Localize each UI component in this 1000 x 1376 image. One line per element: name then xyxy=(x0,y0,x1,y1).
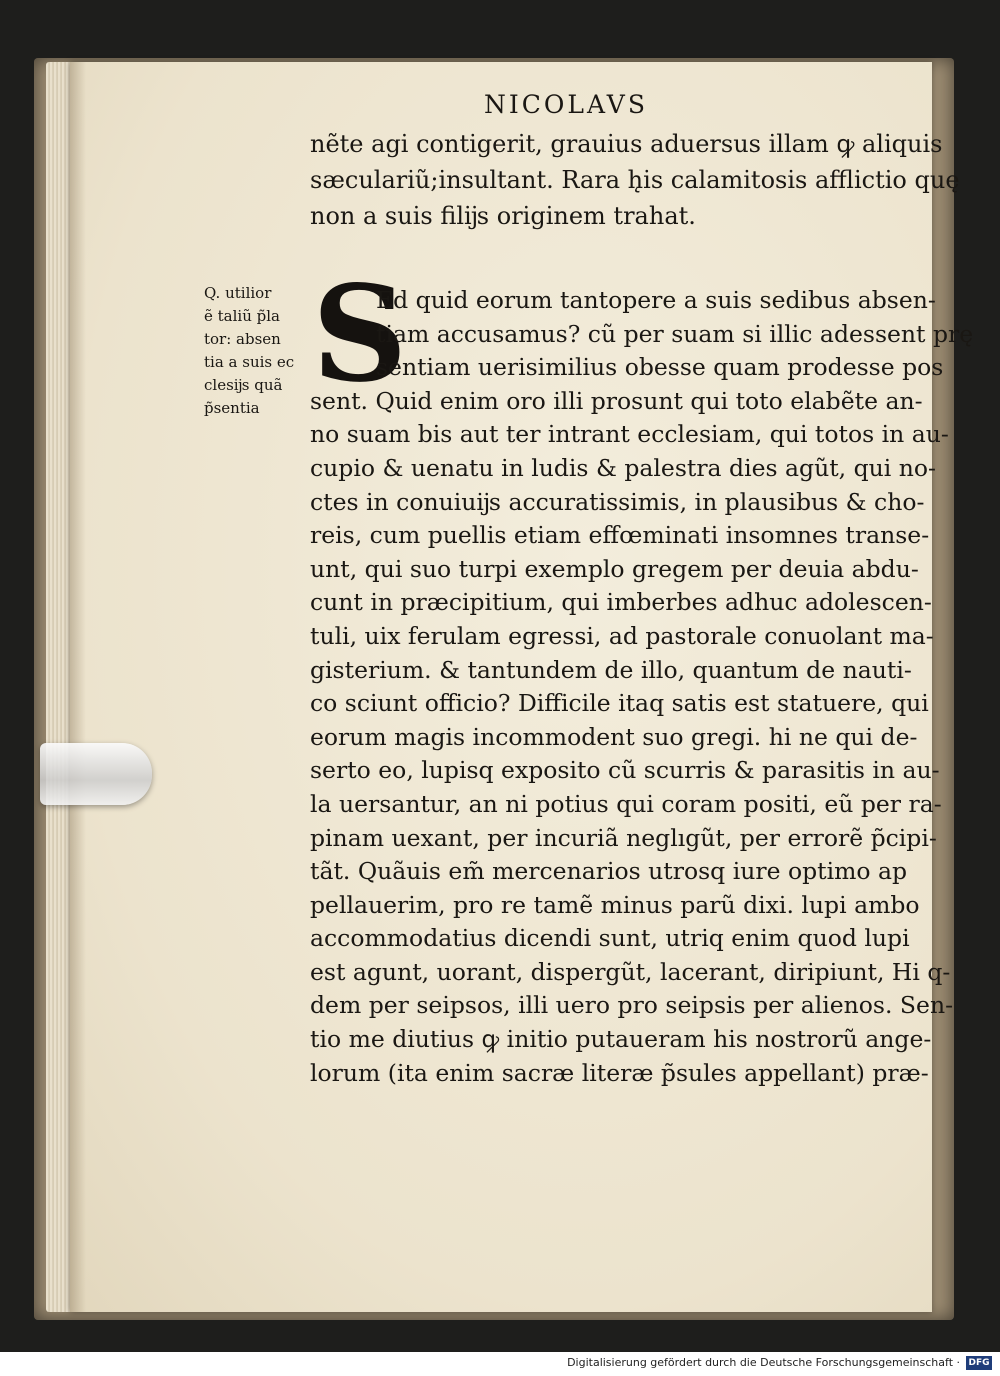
plastic-page-clip xyxy=(40,743,152,805)
text-line: Ed quid eorum tantopere a suis sedibus absen- xyxy=(376,286,936,314)
footer-bar xyxy=(0,1352,1000,1376)
text-line: nẽte agi contigerit, grauius aduersus illam ꝙ aliquis xyxy=(310,130,943,158)
marginal-line: Q. utilior xyxy=(204,284,272,302)
text-line: unt, qui suo turpi exemplo gregem per deuia abdu- xyxy=(310,554,919,583)
text-line: gisterium. & tantundem de illo, quantum de nauti- xyxy=(310,655,912,684)
running-head: NICOLAVS xyxy=(484,90,648,119)
intro-paragraph xyxy=(310,126,960,234)
text-line: accommodatius dicendi sunt, utriq enim quod lupi xyxy=(310,924,910,953)
text-line: cupio & uenatu in ludis & palestra dies agũt, qui no- xyxy=(310,453,936,482)
text-line: tiam accusamus? cũ per suam si illic adessent prę xyxy=(376,319,974,348)
drop-cap-initial: S xyxy=(312,257,408,412)
marginal-line: ẽ taliũ p̃la xyxy=(204,307,280,325)
marginal-line: tia a suis ec xyxy=(204,353,295,371)
text-line: non a suis filĳs originem trahat. xyxy=(310,202,696,230)
text-line: ctes in conuiuĳs accuratissimis, in plausibus & cho- xyxy=(310,487,925,516)
text-line: lorum (ita enim sacræ literæ p̃sules appellant) præ- xyxy=(310,1058,929,1087)
text-line: sent. Quid enim oro illi prosunt qui toto elabẽte an- xyxy=(310,386,923,415)
text-line: tãt. Quãuis em̃ mercenarios utrosq iure optimo ap xyxy=(310,857,908,886)
text-line: la uersantur, an ni potius qui coram positi, eũ per ra- xyxy=(310,789,942,818)
text-line: sæculariũ;insultant. Rara h̨is calamitosis afflictio quę xyxy=(310,166,960,194)
text-line: no suam bis aut ter intrant ecclesiam, qui totos in au- xyxy=(310,420,949,449)
text-line: cunt in præcipitium, qui imberbes adhuc adolescen- xyxy=(310,588,932,617)
text-line: co sciunt officio? Difficile itaq satis est statuere, qui xyxy=(310,689,929,718)
marginal-line: p̃sentia xyxy=(204,399,260,417)
marginal-line: clesĳs quã xyxy=(204,376,283,394)
text-line: tio me diutius ꝙ initio putaueram his nostrorũ ange- xyxy=(310,1025,932,1054)
main-paragraph xyxy=(310,284,974,1090)
text-line: pellauerim, pro re tamẽ minus parũ dixi. lupi ambo xyxy=(310,890,920,919)
text-line: reis, cum puellis etiam effœminati insomnes transe- xyxy=(310,521,930,550)
book-page xyxy=(70,62,974,1312)
text-line: serto eo, lupisq exposito cũ scurris & parasitis in au- xyxy=(310,756,940,785)
text-line: pinam uexant, per incuriã neglıgũt, per errorẽ p̃cipi- xyxy=(310,823,937,852)
funding-credit: Digitalisierung gefördert durch die Deutsche Forschungsgemeinschaft · xyxy=(567,1356,960,1369)
text-line: tuli, uix ferulam egressi, ad pastorale conuolant ma- xyxy=(310,621,934,650)
text-line: eorum magis incommodent suo gregi. hi ne qui de- xyxy=(310,722,918,751)
text-line: sentiam uerisimilius obesse quam prodesse pos xyxy=(376,353,944,382)
dfg-logo: DFG xyxy=(966,1356,992,1370)
page-gutter-shadow xyxy=(70,62,86,1312)
page-edges xyxy=(46,62,72,1312)
text-line: dem per seipsos, illi uero pro seipsis per alienos. Sen- xyxy=(310,991,954,1020)
marginal-note xyxy=(204,282,304,420)
marginal-line: tor: absen xyxy=(204,330,281,348)
text-line: est agunt, uorant, dispergũt, lacerant, diripiunt, Hi q- xyxy=(310,957,951,986)
